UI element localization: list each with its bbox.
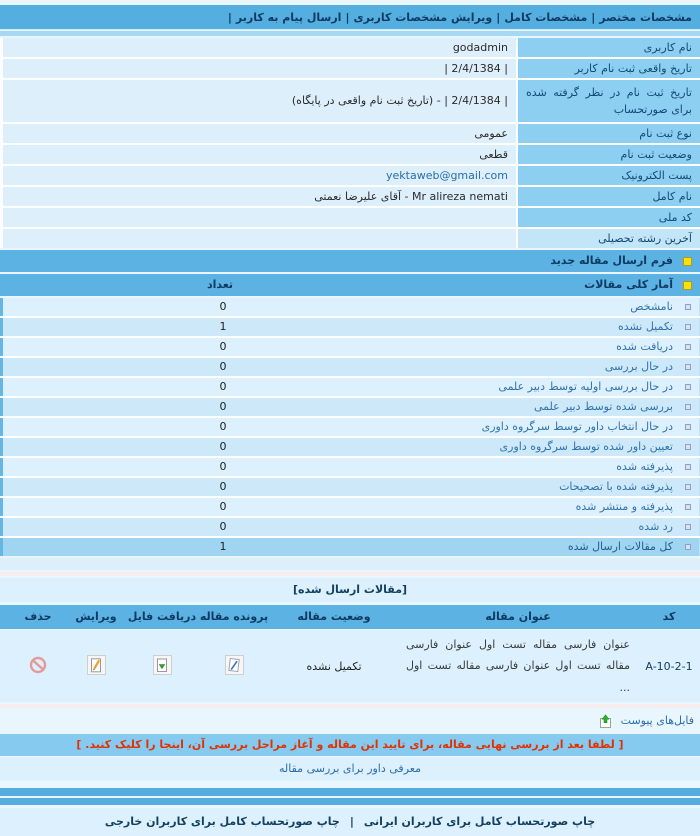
- table-row: [0, 187, 700, 206]
- stats-row-count: 1: [219, 540, 227, 553]
- square-bullet-icon: [685, 304, 691, 310]
- stats-row-label: نامشخص: [630, 300, 673, 313]
- field-label-reg-status: وضعیت ثبت نام: [518, 145, 700, 164]
- article-code: A-10-2-1: [645, 659, 693, 673]
- stats-row-label: در حال بررسی اولیه توسط دبیر علمی: [498, 380, 673, 393]
- submitted-articles-title: [مقالات ارسال شده]: [0, 578, 700, 602]
- square-bullet-icon: [685, 424, 691, 430]
- menu-item-send-message[interactable]: ارسال پیام به کاربر: [235, 11, 342, 24]
- square-bullet-icon: [685, 524, 691, 530]
- stats-row-count: 0: [219, 340, 227, 353]
- field-label-national-code: کد ملی: [518, 208, 700, 227]
- column-header-title: عنوان مقاله: [485, 610, 551, 623]
- menu-item-brief-profile[interactable]: مشخصات مختصر: [599, 11, 692, 24]
- articles-table-header: [0, 605, 700, 629]
- field-label-reg-type: نوع ثبت نام: [518, 124, 700, 143]
- yellow-square-icon: [683, 257, 692, 266]
- divider: [0, 704, 700, 708]
- square-bullet-icon: [685, 464, 691, 470]
- stats-title: آمار کلی مقالات: [584, 278, 673, 291]
- stats-row-unspecified: [0, 298, 700, 316]
- stats-row-label: تعیین داور شده توسط سرگروه داوری: [499, 440, 673, 453]
- article-file-icon[interactable]: [225, 655, 244, 675]
- profile-table: [0, 38, 700, 248]
- table-row: [0, 166, 700, 185]
- column-header-status: وضعیت مقاله: [297, 610, 371, 623]
- article-title: عنوان فارسی مقاله تست اول عنوان فارسی مقاله تست اول عنوان فارسی مقاله تست اول ...: [406, 638, 630, 694]
- stats-row-label: در حال انتخاب داور توسط سرگروه داوری: [481, 420, 673, 433]
- divider: [0, 572, 700, 576]
- stats-row-label: دریافت شده: [616, 340, 673, 353]
- stats-row-initial-review: [0, 378, 700, 396]
- separator-bar: [0, 788, 700, 796]
- stats-row-label: پذیرفته شده: [616, 460, 673, 473]
- stats-row-count: 0: [219, 460, 227, 473]
- column-header-download: دریافت فایل: [127, 610, 197, 623]
- stats-row-count: 0: [219, 300, 227, 313]
- download-file-icon[interactable]: [153, 655, 172, 675]
- field-value-national-code: [3, 208, 516, 227]
- stats-row-count: 0: [219, 400, 227, 413]
- stats-row-label: تکمیل نشده: [617, 320, 673, 333]
- print-invoice-iranian-link[interactable]: چاپ صورتحساب کامل برای کاربران ایرانی: [363, 815, 596, 829]
- column-header-article-file: پرونده مقاله: [199, 610, 269, 623]
- field-label-email: پست الکترونیک: [518, 166, 700, 185]
- article-status: تکمیل نشده: [306, 659, 362, 673]
- stats-row-published: [0, 498, 700, 516]
- stats-row-referee-assigned: [0, 438, 700, 456]
- field-value-billing-reg-date: | 2/4/1384 | - (تاریخ ثبت نام واقعی در پایگاه): [3, 80, 516, 122]
- field-value-reg-status: قطعی: [3, 145, 516, 164]
- field-label-billing-reg-date: تاریخ ثبت نام در نظر گرفته شده برای صورتحساب: [518, 80, 700, 122]
- menu-item-full-profile[interactable]: مشخصات کامل: [504, 11, 588, 24]
- field-label-real-reg-date: تاریخ واقعی ثبت نام کاربر: [518, 59, 700, 78]
- stats-row-count: 1: [219, 320, 227, 333]
- field-value-reg-type: عمومی: [3, 124, 516, 143]
- stats-row-label: رد شده: [638, 520, 673, 533]
- footer-separator: |: [349, 815, 354, 829]
- stats-row-count: 0: [219, 440, 227, 453]
- stats-row-reviewed-by-editor: [0, 398, 700, 416]
- stats-row-count: 0: [219, 520, 227, 533]
- stats-row-count: 0: [219, 380, 227, 393]
- table-row: [0, 229, 700, 248]
- square-bullet-icon: [685, 544, 691, 550]
- edit-icon[interactable]: [87, 655, 106, 675]
- stats-count-header: تعداد: [206, 278, 234, 291]
- square-bullet-icon: [685, 504, 691, 510]
- table-row: [0, 124, 700, 143]
- stats-table: [0, 298, 700, 556]
- attachments-row: [0, 710, 700, 732]
- column-header-edit: ویرایش: [75, 610, 117, 623]
- article-row: [0, 630, 700, 702]
- table-row: [0, 145, 700, 164]
- stats-row-label: بررسی شده توسط دبیر علمی: [533, 400, 673, 413]
- delete-icon[interactable]: [29, 656, 47, 677]
- yellow-square-icon: [683, 281, 692, 290]
- table-row: [0, 38, 700, 57]
- attachments-link[interactable]: فایل‌های پیوست: [620, 714, 694, 728]
- introduce-reviewer-link[interactable]: معرفی داور برای بررسی مقاله: [279, 762, 421, 776]
- stats-row-accepted: [0, 458, 700, 476]
- square-bullet-icon: [685, 444, 691, 450]
- separator-bar: [0, 798, 700, 805]
- square-bullet-icon: [685, 484, 691, 490]
- stats-row-received: [0, 338, 700, 356]
- stats-row-label: کل مقالات ارسال شده: [567, 540, 673, 553]
- field-value-email: [3, 166, 516, 185]
- field-label-last-education: آخرین رشته تحصیلی: [518, 229, 700, 248]
- stats-row-selecting-referee: [0, 418, 700, 436]
- square-bullet-icon: [685, 344, 691, 350]
- table-row: [0, 59, 700, 78]
- field-label-full-name: نام کامل: [518, 187, 700, 206]
- table-row: [0, 208, 700, 227]
- stats-row-under-review: [0, 358, 700, 376]
- table-row: [0, 80, 700, 122]
- stats-row-count: 0: [219, 500, 227, 513]
- stats-row-count: 0: [219, 360, 227, 373]
- stats-row-count: 0: [219, 480, 227, 493]
- field-value-username: godadmin: [3, 38, 516, 57]
- square-bullet-icon: [685, 364, 691, 370]
- stats-row-count: 0: [219, 420, 227, 433]
- column-header-code: کد: [662, 610, 676, 623]
- stats-row-incomplete: [0, 318, 700, 336]
- stats-header: [0, 274, 700, 296]
- email-link[interactable]: yektaweb@gmail.com: [386, 169, 508, 182]
- menu-separator: |: [345, 11, 350, 24]
- stats-row-total-submitted: [0, 538, 700, 556]
- confirm-article-banner[interactable]: [ لطفا بعد از بررسی نهایی مقاله، برای تایید این مقاله و آغاز مراحل بررسی آن، اینجا را کلیک کنید. ]: [0, 734, 700, 756]
- menu-separator: |: [496, 11, 501, 24]
- decorative-strip: [0, 30, 700, 36]
- column-header-delete: حذف: [24, 610, 52, 623]
- stats-row-label: در حال بررسی: [604, 360, 673, 373]
- reviewer-row: [0, 757, 700, 781]
- field-label-username: نام کاربری: [518, 38, 700, 57]
- field-value-last-education: [3, 229, 516, 248]
- print-invoice-foreign-link[interactable]: چاپ صورتحساب کامل برای کاربران خارجی: [104, 815, 340, 829]
- menu-item-edit-profile[interactable]: ویرایش مشخصات کاربری: [353, 11, 493, 24]
- top-menubar: [0, 5, 700, 30]
- new-article-form-header: [0, 250, 700, 272]
- footer-print-links: [0, 808, 700, 836]
- stats-row-rejected: [0, 518, 700, 536]
- spacer-strip: [0, 558, 700, 570]
- field-value-full-name: Mr alireza nemati - آقای علیرضا نعمتی: [3, 187, 516, 206]
- stats-row-accepted-with-corrections: [0, 478, 700, 496]
- square-bullet-icon: [685, 324, 691, 330]
- stats-row-label: پذیرفته شده با تصحیحات: [559, 480, 673, 493]
- new-article-form-link[interactable]: فرم ارسال مقاله جدید: [550, 254, 673, 267]
- upload-icon: [598, 714, 617, 727]
- square-bullet-icon: [685, 384, 691, 390]
- menu-separator: |: [591, 11, 596, 24]
- square-bullet-icon: [685, 404, 691, 410]
- stats-row-label: پذیرفته و منتشر شده: [575, 500, 673, 513]
- field-value-real-reg-date: | 2/4/1384 |: [3, 59, 516, 78]
- menu-separator: |: [227, 11, 232, 24]
